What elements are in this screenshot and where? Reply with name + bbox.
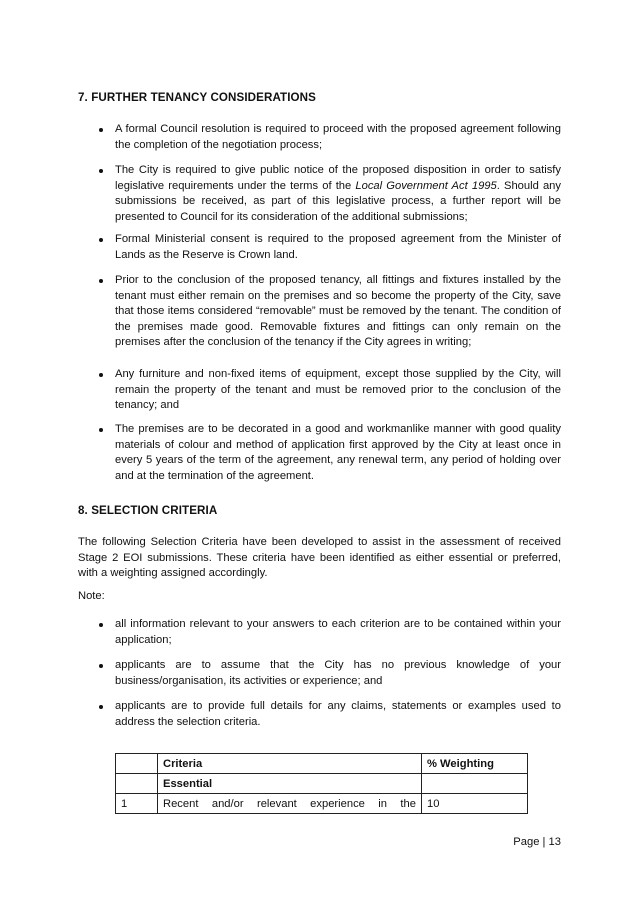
bullet-icon — [99, 373, 103, 377]
bullet-icon — [99, 428, 103, 432]
table-row — [116, 794, 528, 814]
table-header-cell: % Weighting — [422, 754, 528, 774]
bullet-icon — [99, 623, 103, 627]
table-header-cell: Criteria — [158, 754, 422, 774]
page-number: Page | 13 — [513, 836, 561, 848]
section-7-heading: 7. FURTHER TENANCY CONSIDERATIONS — [78, 91, 316, 104]
selection-criteria-table — [115, 753, 528, 814]
bullet-icon — [99, 169, 103, 173]
list-item: Formal Ministerial consent is required to the proposed agreement from the Minister of Lands as the Reserve is Crown land. — [100, 232, 561, 263]
criterion-description: Recent and/or relevant experience in the — [158, 794, 422, 814]
selection-criteria-intro: The following Selection Criteria have been developed to assist in the assessment of received Stage 2 EOI submissions. These criteria have been identified as either essential or preferred, with a weighting assigned accordingly. — [78, 536, 561, 579]
list-item: Any furniture and non-fixed items of equipment, except those supplied by the City, will remain the property of the tenant and must be removed prior to the conclusion of the tenancy; and — [100, 367, 561, 414]
list-item: all information relevant to your answers to each criterion are to be contained within your application; — [100, 617, 561, 648]
essential-label: Essential — [158, 774, 422, 794]
list-item: applicants are to assume that the City has no previous knowledge of your business/organisation, its activities or experience; and — [100, 658, 561, 689]
bullet-icon — [99, 705, 103, 709]
bullet-icon — [99, 664, 103, 668]
bullet-icon — [99, 238, 103, 242]
list-item: applicants are to provide full details for any claims, statements or examples used to address the selection criteria. — [100, 699, 561, 730]
note-label: Note: — [78, 590, 105, 602]
table-header-cell — [116, 754, 158, 774]
table-cell — [116, 774, 158, 794]
criterion-weighting: 10 — [422, 794, 528, 814]
criterion-number: 1 — [116, 794, 158, 814]
bullet-icon — [99, 279, 103, 283]
list-item: Prior to the conclusion of the proposed tenancy, all fittings and fixtures installed by the tenant must either remain on the premises and so become the property of the City, save that those items considered “removable” must be removed by the tenant. The condition of the premises made good. Removable fixtures and fittings can only remain on the premises after the conclusion of the tenancy if the City agrees in writing; — [100, 273, 561, 351]
table-header-row — [116, 754, 528, 774]
list-item: The premises are to be decorated in a good and workmanlike manner with good quality materials of colour and method of application first approved by the City at least once in every 5 years of the term of the agreement, any renewal term, any period of holding over and at the termination of the agreement. — [100, 422, 561, 484]
act-title: Local Government Act 1995 — [355, 179, 497, 192]
section-8-heading: 8. SELECTION CRITERIA — [78, 504, 218, 517]
bullet-icon — [99, 128, 103, 132]
list-item: A formal Council resolution is required to proceed with the proposed agreement following the completion of the negotiation process; — [100, 122, 561, 153]
table-cell — [422, 774, 528, 794]
table-row — [116, 774, 528, 794]
list-item: The City is required to give public notice of the proposed disposition in order to satisfy legislative requirements under the terms of the Local Government Act 1995. Should any submissions be received, as part of this legislative process, a further report will be presented to Council for its consideration of the additional submissions; — [100, 163, 561, 225]
